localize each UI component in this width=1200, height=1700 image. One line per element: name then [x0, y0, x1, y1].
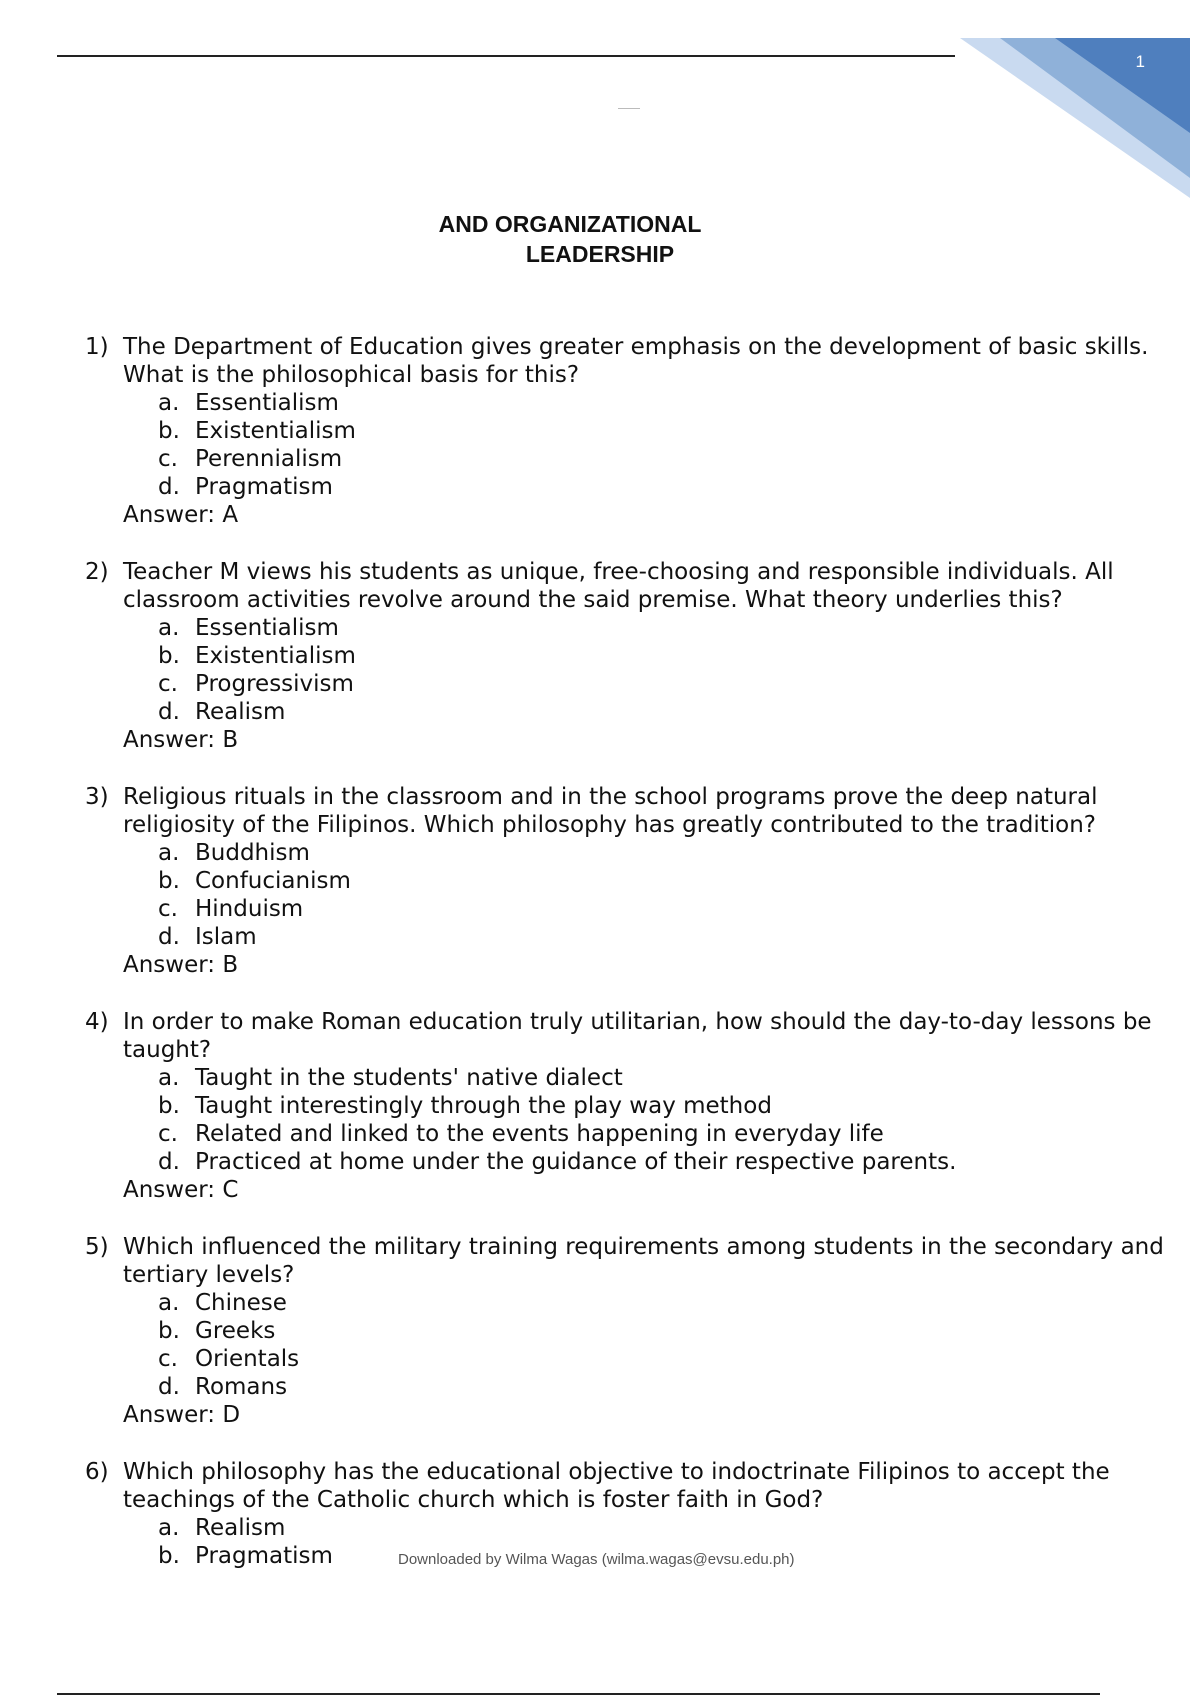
page-title-line-1: AND ORGANIZATIONAL [438, 211, 702, 237]
option-c: c. Related and linked to the events happening in everyday life [158, 1121, 884, 1147]
question-number: 3) [85, 784, 109, 810]
option-c: c. Orientals [158, 1346, 300, 1372]
question-5 [85, 1233, 1165, 1429]
option-a: a. Essentialism [158, 615, 339, 641]
footer-rule [57, 1693, 1100, 1695]
answer: Answer: B [123, 952, 239, 978]
question-number: 4) [85, 1009, 109, 1035]
option-c: c. Progressivism [158, 671, 354, 697]
option-d: d. Practiced at home under the guidance of their respective parents. [158, 1149, 957, 1175]
answer: Answer: C [123, 1177, 239, 1203]
option-b: b. Pragmatism [158, 1543, 333, 1569]
page-title-line-2: LEADERSHIP [525, 241, 675, 267]
question-number: 6) [85, 1459, 109, 1485]
option-list [85, 614, 1165, 726]
answer: Answer: A [123, 502, 239, 528]
answer: Answer: D [123, 1402, 241, 1428]
question-text: Which philosophy has the educational objective to indoctrinate Filipinos to accept the teachings of the Catholic church which is foster faith in God? [123, 1459, 1110, 1513]
question-text: Which influenced the military training requirements among students in the secondary and tertiary levels? [123, 1234, 1164, 1288]
question-3 [85, 783, 1165, 979]
question-text: Religious rituals in the classroom and in the school programs prove the deep natural religiosity of the Filipinos. Which philosophy has greatly contributed to the tradition? [123, 784, 1098, 838]
header-rule [57, 55, 955, 57]
question-number: 2) [85, 559, 109, 585]
option-d: d. Islam [158, 924, 257, 950]
option-b: b. Existentialism [158, 418, 356, 444]
question-2 [85, 558, 1165, 754]
option-a: a. Buddhism [158, 840, 310, 866]
question-list [85, 333, 1165, 1599]
option-b: b. Greeks [158, 1318, 276, 1344]
option-list [85, 839, 1165, 951]
page-number: 1 [1135, 52, 1145, 71]
option-c: c. Perennialism [158, 446, 343, 472]
download-note: Downloaded by Wilma Wagas (wilma.wagas@evsu.edu.ph) [398, 1551, 795, 1568]
option-c: c. Hinduism [158, 896, 304, 922]
option-a: a. Realism [158, 1515, 286, 1541]
option-a: a. Taught in the students' native dialect [158, 1065, 623, 1091]
question-text: The Department of Education gives greater emphasis on the development of basic skills. What is the philosophical basis for this? [123, 334, 1149, 388]
option-b: b. Confucianism [158, 868, 351, 894]
option-d: d. Realism [158, 699, 286, 725]
question-number: 1) [85, 334, 109, 360]
option-b: b. Existentialism [158, 643, 356, 669]
option-list [85, 389, 1165, 501]
option-d: d. Romans [158, 1374, 288, 1400]
option-list [85, 1064, 1165, 1176]
header-mark [618, 108, 640, 109]
question-text: Teacher M views his students as unique, free-choosing and responsible individuals. All classroom activities revolve around the said premise. What theory underlies this? [123, 559, 1114, 613]
option-d: d. Pragmatism [158, 474, 333, 500]
option-a: a. Essentialism [158, 390, 339, 416]
option-b: b. Taught interestingly through the play way method [158, 1093, 772, 1119]
question-number: 5) [85, 1234, 109, 1260]
question-4 [85, 1008, 1165, 1204]
option-list [85, 1289, 1165, 1401]
question-1 [85, 333, 1165, 529]
corner-decoration [960, 38, 1190, 198]
question-text: In order to make Roman education truly utilitarian, how should the day-to-day lessons be taught? [123, 1009, 1152, 1063]
option-a: a. Chinese [158, 1290, 287, 1316]
answer: Answer: B [123, 727, 239, 753]
